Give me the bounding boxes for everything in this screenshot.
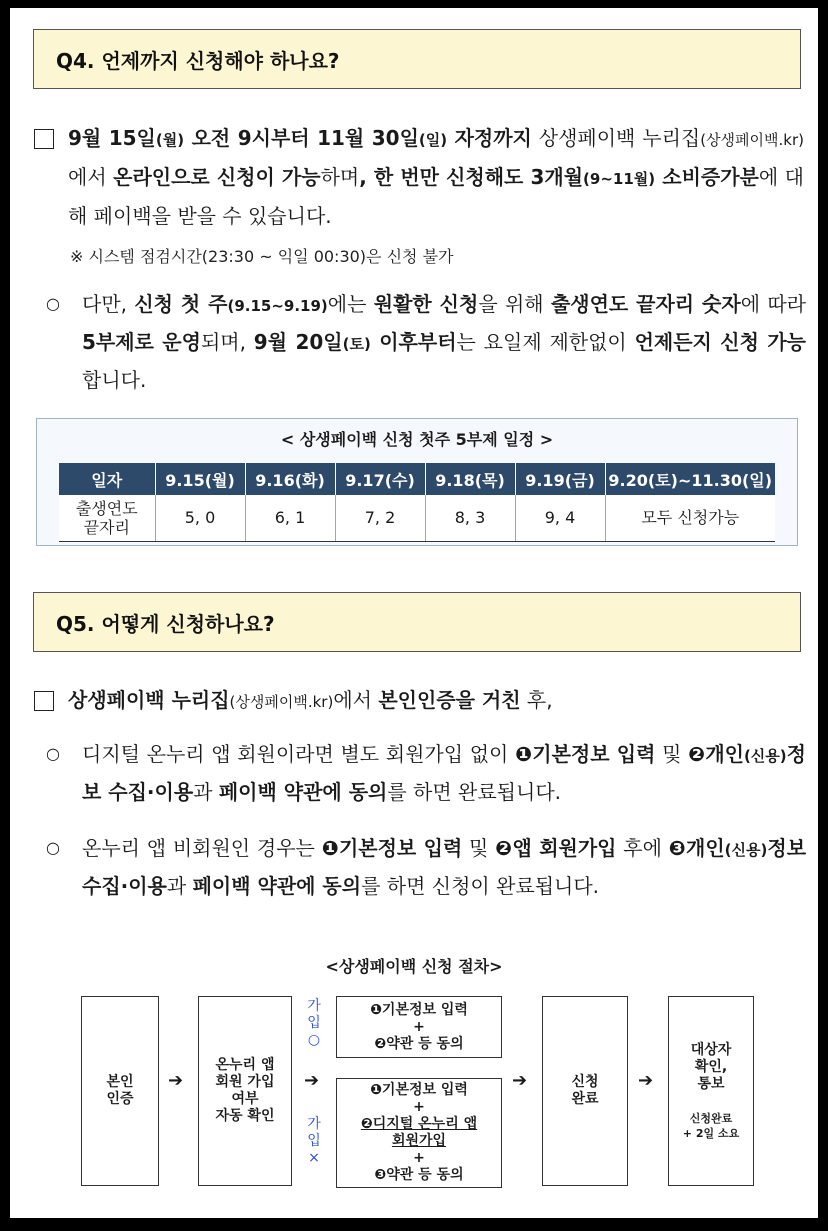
flow-step-text: ❶기본정보 입력 <box>370 1001 468 1018</box>
schedule-cell: 7, 2 <box>335 495 425 541</box>
text-span: 출생연도 끝자리 숫자 <box>550 292 741 316</box>
schedule-table <box>59 463 775 542</box>
text-span: 에는 <box>327 292 374 316</box>
text-span: 원활한 신청 <box>373 292 479 316</box>
text-span: 온라인으로 신청이 가능 <box>113 165 321 189</box>
text-span: 앱 회원가입 <box>512 836 617 860</box>
text-span: 합니다. <box>82 368 147 392</box>
text-span: 되며, <box>200 330 254 354</box>
text-span: 후에 <box>616 836 669 860</box>
text-span: 페이백 약관에 동의 <box>192 874 362 898</box>
flow-box-member-check: 온누리 앱 회원 가입 여부 자동 확인 <box>198 996 292 1186</box>
schedule-cell: 모두 신청가능 <box>605 495 775 541</box>
number-3-icon: ❸ <box>668 836 687 860</box>
text-span: 및 <box>462 836 496 860</box>
row-label-line: 끝자리 <box>83 517 130 537</box>
schedule-header: 9.19(금) <box>515 463 605 495</box>
flow-box-member-steps <box>336 996 502 1058</box>
flow-box-note: 신청완료 <box>689 1111 733 1125</box>
text-span: 언제든지 신청 가능 <box>634 330 806 354</box>
text-span: (월) <box>155 131 185 149</box>
q5-paragraph-1-text <box>68 682 804 721</box>
text-span: 9월 15일 <box>68 126 156 150</box>
schedule-data-row <box>59 495 775 541</box>
schedule-cell: 5, 0 <box>155 495 245 541</box>
flow-box-title: 대상자 확인, 통보 <box>690 1041 732 1092</box>
schedule-header: 9.18(목) <box>425 463 515 495</box>
schedule-header: 9.17(수) <box>335 463 425 495</box>
schedule-header: 9.16(화) <box>245 463 335 495</box>
text-span: (9.15~9.19) <box>227 297 328 315</box>
schedule-header-row <box>59 463 775 495</box>
text-span: , 한 번만 신청해도 3개월 <box>359 165 584 189</box>
maintenance-note: ※ 시스템 점검시간(23:30 ~ 익일 00:30)은 신청 불가 <box>70 247 454 266</box>
text-span: 를 하면 신청이 완료됩니다. <box>361 874 600 898</box>
text-span: 소비증가분 <box>655 165 759 189</box>
text-span: 을 위해 <box>478 292 551 316</box>
plus-sign: + <box>413 1018 425 1035</box>
q4-paragraph-1-text <box>68 120 804 235</box>
flow-arrow-icon: ➔ <box>512 1070 528 1091</box>
join-no-label: 가 입 × <box>307 1116 321 1166</box>
plus-sign: + <box>413 1150 425 1166</box>
text-span: (신용) <box>724 841 768 859</box>
flow-box-notification <box>668 996 754 1186</box>
text-span: (토) <box>342 335 371 353</box>
flow-step-text: ❸약관 등 동의 <box>374 1167 464 1183</box>
document-page <box>10 8 818 1218</box>
bullet-circle: ○ <box>46 294 60 313</box>
checkbox-square-icon <box>34 129 54 149</box>
schedule-cell: 9, 4 <box>515 495 605 541</box>
text-span: 상생페이백 누리집 <box>68 688 230 712</box>
text-span: 및 <box>655 742 689 766</box>
flow-step-text: ❷약관 등 동의 <box>374 1035 464 1052</box>
text-span: 자정까지 <box>447 126 532 150</box>
text-span: 를 하면 완료됩니다. <box>387 780 561 804</box>
text-span: 는 요일제 제한없이 <box>456 330 635 354</box>
join-yes-label: 가 입 ○ <box>307 998 321 1048</box>
text-span: 과 <box>193 780 219 804</box>
flow-box-application-complete: 신청 완료 <box>542 996 628 1186</box>
text-span: 상생페이백 누리집 <box>531 126 701 150</box>
text-span: 기본정보 입력 <box>338 836 463 860</box>
flow-box-identity-verification: 본인 인증 <box>81 996 159 1186</box>
schedule-panel <box>36 418 798 546</box>
number-1-icon: ❶ <box>321 836 339 860</box>
schedule-header: 일자 <box>59 463 155 495</box>
flow-box-nonmember-steps <box>336 1078 502 1188</box>
text-span: 개인 <box>705 742 744 766</box>
text-span: 하며 <box>320 165 360 189</box>
text-span: 후, <box>520 688 553 712</box>
text-span: 과 <box>166 874 193 898</box>
text-span: 신청 첫 주 <box>134 292 228 316</box>
text-span: 에서 <box>68 165 114 189</box>
plus-sign: + <box>413 1099 425 1115</box>
schedule-header: 9.20(토)~11.30(일) <box>605 463 775 495</box>
q4-title-box <box>33 29 801 89</box>
schedule-row-label <box>59 495 155 541</box>
bullet-circle: ○ <box>46 838 60 857</box>
text-span: 5부제로 운영 <box>82 330 201 354</box>
text-span: 에 따라 <box>740 292 806 316</box>
schedule-cell: 8, 3 <box>425 495 515 541</box>
checkbox-square-icon <box>34 691 54 711</box>
text-span: (9~11월) <box>583 170 656 188</box>
schedule-title: < 상생페이백 신청 첫주 5부제 일정 > <box>280 430 554 449</box>
q5-bullet-2-text <box>82 830 806 904</box>
text-span: 오전 9시부터 11월 30일 <box>184 126 419 150</box>
flow-arrow-icon: ➔ <box>638 1070 654 1091</box>
schedule-header: 9.15(월) <box>155 463 245 495</box>
number-2-icon: ❷ <box>495 836 513 860</box>
text-span: 에 대해 페이백을 받을 수 있습니다. <box>68 165 805 228</box>
q5-title: Q5. 어떻게 신청하나요? <box>56 611 275 636</box>
number-2-icon: ❷ <box>688 742 706 766</box>
q4-title: Q4. 언제까지 신청해야 하나요? <box>56 48 340 73</box>
flow-step-text: 회원가입 <box>391 1133 447 1149</box>
text-span: (일) <box>418 131 448 149</box>
flow-box-note: + 2일 소요 <box>682 1126 740 1140</box>
q5-title-box <box>33 592 801 652</box>
text-span: 에서 <box>333 688 379 712</box>
text-span: 다만, <box>82 292 135 316</box>
text-span: 디지털 온누리 앱 회원이라면 별도 회원가입 없이 <box>82 742 516 766</box>
text-span: 본인인증을 거친 <box>378 688 521 712</box>
flow-arrow-icon: ➔ <box>304 1070 320 1091</box>
flow-step-text: ❶기본정보 입력 <box>370 1082 468 1098</box>
flow-title: <상생페이백 신청 절차> <box>325 957 503 976</box>
text-span: 정보 수집·이용 <box>82 742 806 804</box>
text-span: 온누리 앱 비회원인 경우는 <box>82 836 322 860</box>
schedule-cell: 6, 1 <box>245 495 335 541</box>
number-1-icon: ❶ <box>515 742 533 766</box>
bullet-circle: ○ <box>46 744 60 763</box>
text-span: 이후부터 <box>370 330 457 354</box>
text-span: 정보 수집·이용 <box>82 836 807 898</box>
flow-step-text: ❷디지털 온누리 앱 <box>360 1116 478 1132</box>
q4-bullet-1-text <box>82 286 806 398</box>
text-span: 9월 20일 <box>253 330 343 354</box>
row-label-line: 출생연도 <box>75 498 138 518</box>
text-span: (상생페이백.kr) <box>700 131 804 149</box>
text-span: 기본정보 입력 <box>532 742 656 766</box>
flow-arrow-icon: ➔ <box>168 1070 184 1091</box>
text-span: 페이백 약관에 동의 <box>218 780 388 804</box>
text-span: 개인 <box>686 836 725 860</box>
text-span: (신용) <box>743 747 787 765</box>
q5-bullet-1-text <box>82 736 806 810</box>
text-span: (상생페이백.kr) <box>229 693 334 711</box>
